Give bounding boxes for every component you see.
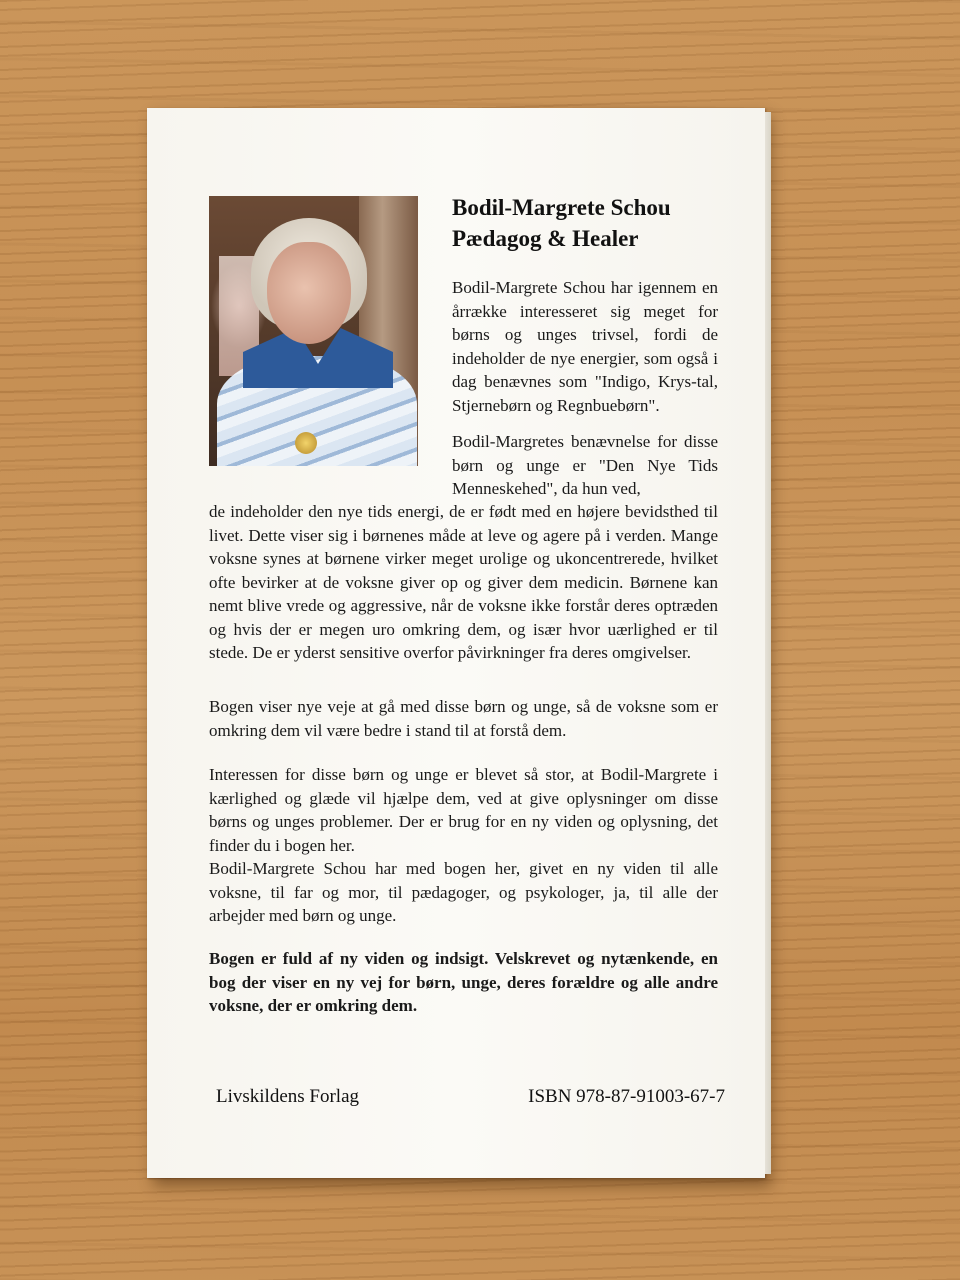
isbn-number: ISBN 978-87-91003-67-7: [528, 1086, 725, 1107]
publisher-name: Livskildens Forlag: [216, 1086, 360, 1107]
paragraph-4-text: Interessen for disse børn og unge er blevet så stor, at Bodil-Margrete i kærlighed og glæde vil hjælpe dem, ved at give oplysninger om disse børns og unges problemer. Der er brug for en ny viden og oplysning, det finder du i bogen her.: [209, 765, 718, 855]
paragraph-2-top: Bodil-Margretes benævnelse for disse børn og unge er "Den Nye Tids Menneskehed", da hun ved,: [452, 432, 718, 498]
paragraph-4: [209, 763, 718, 928]
paragraph-3: Bogen viser nye veje at gå med disse børn og unge, så de voksne som er omkring dem vil være bedre i stand til at forstå dem.: [209, 697, 718, 740]
paragraph-1: Bodil-Margrete Schou har igennem en årrække interesseret sig meget for børns og unges trivsel, fordi de indeholder de nye energier, som også i dag benævnes som "Indigo, Krys-tal, Stjernebørn og Regnbuebørn".: [452, 278, 718, 415]
book-page-edge: [765, 112, 771, 1174]
author-title: Pædagog & Healer: [452, 226, 639, 251]
paragraph-5-text: Bodil-Margrete Schou har med bogen her, givet en ny viden til alle voksne, til far og mor, til pædagoger, og psykologer, ja, til alle der arbejder med børn og unge.: [209, 859, 718, 925]
bold-summary: Bogen er fuld af ny viden og indsigt. Velskrevet og nytænkende, en bog der viser en ny vej for børn, unge, deres forældre og alle andre voksne, der er omkring dem.: [209, 949, 718, 1015]
photo-face: [267, 242, 351, 344]
author-heading: [452, 192, 752, 254]
author-name: Bodil-Margrete Schou: [452, 195, 671, 220]
book-back-cover: [147, 108, 765, 1178]
author-photo: [209, 196, 418, 466]
photo-pendant: [295, 432, 317, 454]
paragraph-2-bottom: de indeholder den nye tids energi, de er født med en højere bevidsthed til livet. Dette viser sig i børnenes måde at leve og agere på i verden. Mange voksne synes at børnene virker meget urolige og ukoncentrerede, hvilket ofte bevirker at de voksne giver op og giver dem medicin. Børnene kan nemt blive vrede og aggressive, når de voksne ikke forstår deres optræden og hvis der er megen uro omkring dem, og især hvor uærlighed er til stede. De er yderst sensitive overfor påvirkninger fra deres omgivelser.: [209, 502, 718, 662]
